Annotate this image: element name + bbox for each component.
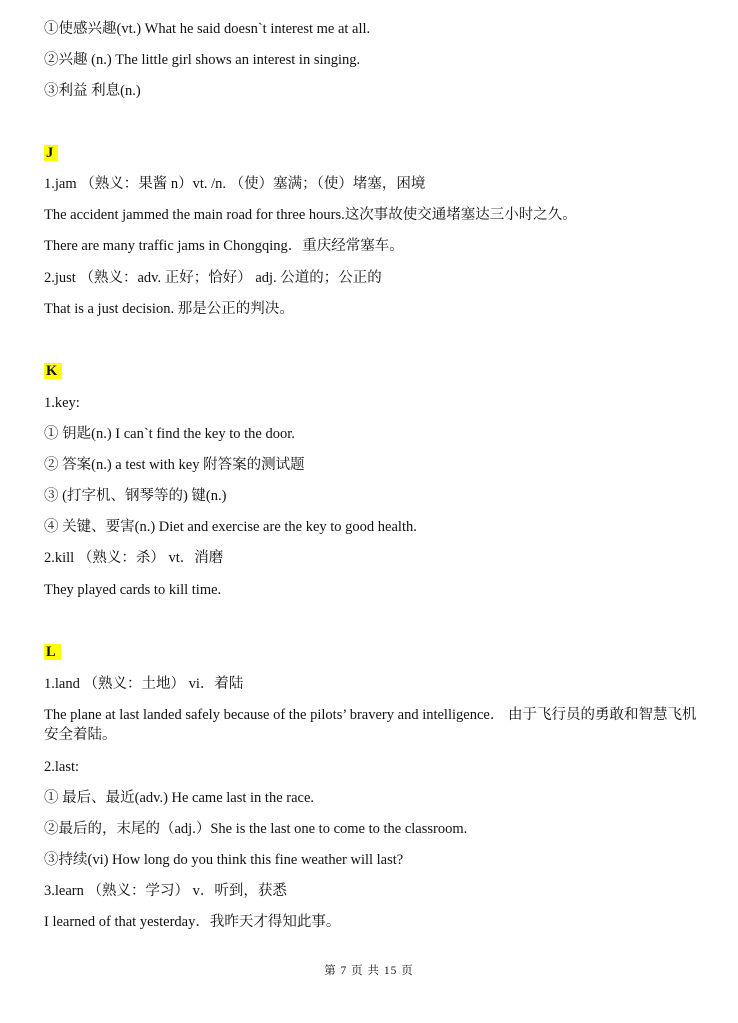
section-letter-l: L	[44, 644, 61, 660]
text-line: ② 答案(n.) a test with key 附答案的测试题	[44, 457, 305, 473]
text-line: That is a just decision. 那是公正的判决。	[44, 301, 294, 317]
text-line: 3.learn （熟义：学习） v．听到，获悉	[44, 883, 287, 899]
text-line: ④ 关键、要害(n.) Diet and exercise are the key to good health.	[44, 519, 417, 535]
text-line: 1.jam （熟义：果酱 n）vt. /n. （使）塞满；（使）堵塞，困境	[44, 176, 426, 192]
text-line: The accident jammed the main road for three hours.这次事故使交通堵塞达三小时之久。	[44, 207, 577, 223]
section-letter-j: J	[44, 145, 58, 161]
text-paragraph: The plane at last landed safely because of the pilots’ bravery and intelligence． 由于飞行员的勇敢和智慧飞机安全着陆。	[44, 707, 697, 743]
section-heading-l	[44, 642, 698, 662]
page-number: 第 7 页 共 15 页	[324, 965, 414, 977]
text-line: 2.kill （熟义：杀） vt．消磨	[44, 550, 224, 566]
section-heading-k	[44, 361, 698, 381]
text-line: 1.land （熟义：土地） vi．着陆	[44, 676, 244, 692]
text-line: ① 最后、最近(adv.) He came last in the race.	[44, 790, 315, 806]
text-line: ②最后的，末尾的（adj.）She is the last one to come to the classroom.	[44, 821, 468, 837]
text-line: ③利益 利息(n.)	[44, 83, 141, 99]
text-line: 1.key:	[44, 395, 80, 411]
text-line: ③持续(vi) How long do you think this fine weather will last?	[44, 852, 404, 868]
text-line: 2.last:	[44, 759, 80, 775]
text-line: ① 钥匙(n.) I can`t find the key to the door.	[44, 426, 295, 442]
text-line: 2.just （熟义：adv. 正好；恰好） adj. 公道的；公正的	[44, 270, 382, 286]
text-line: They played cards to kill time.	[44, 582, 222, 598]
section-letter-k: K	[44, 363, 62, 379]
text-line: ①使感兴趣(vt.) What he said doesn`t interest me at all.	[44, 21, 371, 37]
text-line: There are many traffic jams in Chongqing．重庆经常塞车。	[44, 238, 404, 254]
text-line: ②兴趣 (n.) The little girl shows an interest in singing.	[44, 52, 361, 68]
text-line: ③ (打字机、钢琴等的) 键(n.)	[44, 488, 227, 504]
text-line: I learned of that yesterday．我昨天才得知此事。	[44, 914, 341, 930]
section-heading-j	[44, 143, 698, 163]
